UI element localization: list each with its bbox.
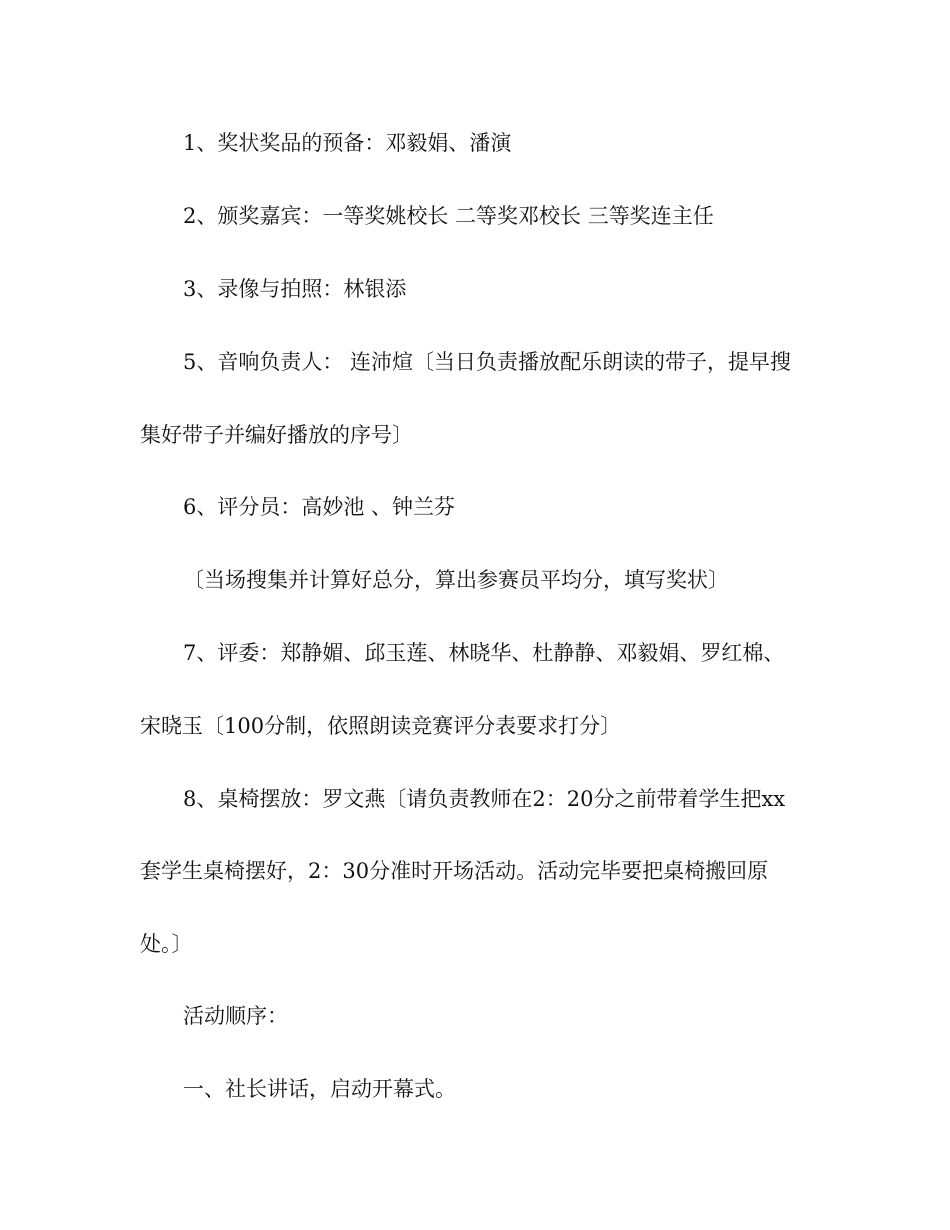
text-line: 一、社长讲话，启动开幕式。 — [183, 1077, 456, 1101]
text-line: 套学生桌椅摆好，2：30分准时开场活动。活动完毕要把桌椅搬回原 — [140, 859, 769, 883]
text-line: 8、桌椅摆放：罗文燕〔请负责教师在2：20分之前带着学生把xx — [183, 787, 786, 811]
text-line: 〔当场搜集并计算好总分，算出参赛员平均分，填写奖状〕 — [183, 568, 729, 592]
text-line: 5、音响负责人： 连沛煊〔当日负责播放配乐朗读的带子，提早搜 — [183, 350, 792, 374]
text-line: 2、颁奖嘉宾：一等奖姚校长 二等奖邓校长 三等奖连主任 — [183, 204, 714, 228]
text-line: 处。〕 — [140, 932, 193, 956]
text-line: 3、录像与拍照：林银添 — [183, 277, 407, 301]
text-line: 7、评委：郑静媚、邱玉莲、林晓华、杜静静、邓毅娟、罗红棉、 — [183, 641, 785, 665]
text-line: 宋晓玉〔100分制，依照朗读竞赛评分表要求打分〕 — [140, 714, 622, 738]
text-line: 6、评分员：高妙池 、钟兰芬 — [183, 495, 456, 519]
text-line: 1、奖状奖品的预备：邓毅娟、潘演 — [183, 131, 512, 155]
text-line: 集好带子并编好播放的序号〕 — [140, 423, 413, 447]
section-heading: 活动顺序： — [183, 1004, 288, 1028]
